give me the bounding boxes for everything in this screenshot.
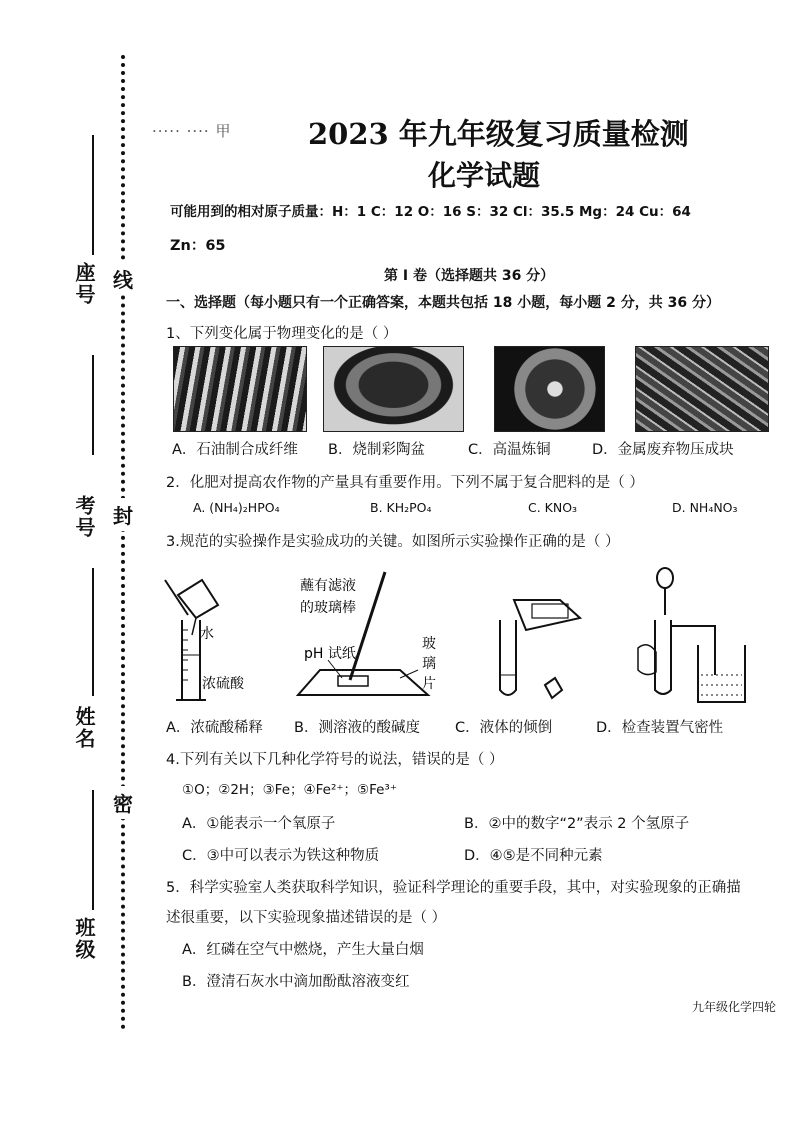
q4-stem: 4.下列有关以下几种化学符号的说法，错误的是（ ） (166, 752, 504, 768)
seal-char-line: 线 (113, 262, 133, 295)
seal-char-secret: 密 (113, 786, 133, 819)
q3-label-glass-2: 璃 (422, 656, 436, 672)
atomic-mass-line2: Zn：65 (170, 238, 226, 254)
exam-no-label: 考号 (72, 495, 96, 539)
q3-option-c: C．液体的倾倒 (455, 720, 553, 736)
q2-stem: 2．化肥对提高农作物的产量具有重要作用。下列不属于复合肥料的是（ ） (166, 475, 644, 491)
name-underline (92, 568, 94, 696)
section-title: 第 I 卷（选择题共 36 分） (384, 268, 555, 284)
q3-label-water: 水 (200, 626, 214, 642)
exam-no-underline (92, 355, 94, 455)
q3-figure (160, 560, 780, 710)
atomic-mass-line1: 可能用到的相对原子质量：H：1 C：12 O：16 S：32 Cl：35.5 Mg：24 Cu：64 (170, 204, 691, 220)
q5-option-b: B．澄清石灰水中滴加酚酞溶液变红 (182, 974, 410, 990)
q3-label-rod-2: 的玻璃棒 (300, 600, 356, 616)
q3-fig-d (638, 568, 745, 702)
q4-option-d: D．④⑤是不同种元素 (464, 848, 603, 864)
exam-title: 2023 年九年级复习质量检测 (308, 117, 689, 151)
q3-label-paper: pH 试纸 (304, 646, 356, 662)
q3-fig-c (500, 600, 580, 698)
q1-option-d: D．金属废弃物压成块 (592, 442, 734, 458)
q5-stem-1: 5．科学实验室人类获取科学知识，验证科学理论的重要手段，其中，对实验现象的正确描 (166, 880, 741, 896)
class-label: 班级 (72, 917, 96, 961)
seat-underline (92, 135, 94, 255)
q4-option-c: C．③中可以表示为铁这种物质 (182, 848, 380, 864)
q5-stem-2: 述很重要，以下实验现象描述错误的是（ ） (166, 910, 447, 926)
q4-option-b: B．②中的数字“2”表示 2 个氢原子 (464, 816, 690, 832)
q1-option-c: C．高温炼铜 (468, 442, 551, 458)
section-instructions: 一、选择题（每小题只有一个正确答案，本题共包括 18 小题，每小题 2 分，共 36 分） (166, 295, 720, 311)
q1-photo-a (173, 346, 307, 432)
q2-option-b: B. KH₂PO₄ (370, 500, 432, 515)
q5-option-a: A．红磷在空气中燃烧，产生大量白烟 (182, 942, 424, 958)
q1-option-a: A．石油制合成纤维 (172, 442, 298, 458)
q1-option-b: B．烧制彩陶盆 (328, 442, 425, 458)
q3-label-acid: 浓硫酸 (202, 676, 244, 692)
q3-option-a: A．浓硫酸稀释 (166, 720, 263, 736)
q2-option-c: C. KNO₃ (528, 500, 578, 515)
seal-char-seal: 封 (113, 498, 133, 531)
q3-label-glass-3: 片 (422, 676, 436, 692)
q1-photo-c (494, 346, 605, 432)
page-footer: 九年级化学四轮 (691, 1000, 776, 1014)
q3-option-d: D．检查装置气密性 (596, 720, 724, 736)
q3-label-rod-1: 蘸有滤液 (300, 578, 356, 594)
seal-dotted-line (121, 55, 125, 1030)
q4-symbols: ①O；②2H；③Fe；④Fe²⁺；⑤Fe³⁺ (182, 782, 397, 798)
q1-photo-d (635, 346, 769, 432)
q3-label-glass-1: 玻 (422, 636, 436, 652)
q3-option-b: B．测溶液的酸碱度 (294, 720, 420, 736)
q2-option-d: D. NH₄NO₃ (672, 500, 738, 515)
class-underline (92, 790, 94, 910)
q2-option-a: A. (NH₄)₂HPO₄ (193, 500, 280, 515)
exam-subtitle: 化学试题 (428, 159, 541, 192)
seat-label: 座号 (72, 262, 96, 306)
q1-stem: 1、下列变化属于物理变化的是（ ） (166, 326, 398, 342)
q1-photo-b (323, 346, 464, 432)
scan-smudge: ····· ···· 甲 (152, 122, 232, 140)
name-label: 姓名 (72, 706, 96, 750)
q3-stem: 3.规范的实验操作是实验成功的关键。如图所示实验操作正确的是（ ） (166, 534, 620, 550)
q4-option-a: A．①能表示一个氧原子 (182, 816, 336, 832)
